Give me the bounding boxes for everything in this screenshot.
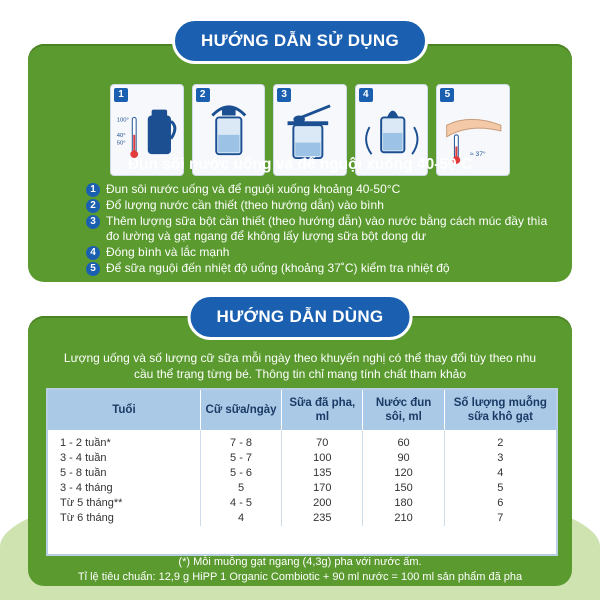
instruction-text: Đun sôi nước uống và để nguội xuống khoảng 40-50°C [106,182,401,196]
header-boiled-water: Nước đun sôi, ml [363,390,444,430]
table-cell: 5 [497,482,504,494]
instruction-item [86,198,556,213]
table-cell: Từ 6 tháng [48,511,200,526]
step-number-3: 3 [277,88,291,102]
kettle-label-40: 40° [116,132,126,139]
table-cell: 235 [282,511,363,526]
header-prepared-milk: Sữa đã pha, ml [282,390,363,430]
step-number-1: 1 [114,88,128,102]
instruction-text: Thêm lượng sữa bột cần thiết (theo hướng dẫn) vào nước bằng cách múc đầy thìa đo lường và gạt ngang để không lấy lượng sữa bột dong dư [106,214,548,243]
instruction-list [86,182,556,277]
usage-instructions-title: HƯỚNG DẪN SỬ DỤNG [172,18,428,64]
table-cell: 100 [282,451,363,466]
usage-instructions-panel [28,31,572,282]
instruction-item [86,182,556,197]
table-cell: 150 [363,481,444,496]
table-cell: 180 [363,496,444,511]
feeding-guide-title: HƯỚNG DẪN DÙNG [188,294,413,340]
instruction-text: Đổ lượng nước cần thiết (theo hướng dẫn) vào bình [106,198,384,212]
table-row [48,466,556,481]
header-age: Tuổi [48,390,200,430]
table-cell: 4 [200,511,281,526]
instruction-text: Để sữa nguội đến nhiệt độ uống (khoảng 37˚C) kiểm tra nhiệt độ [106,261,450,275]
table-cell: 2 [497,437,504,449]
instruction-number: 2 [86,199,100,213]
instruction-item [86,245,556,260]
table-row [48,481,556,496]
kettle-label-50: 50° [116,140,126,147]
feeding-table-container [46,388,558,556]
preparation-headline: Đun sôi nước uống và để nguội xuống 40-50 C [127,156,473,173]
step-number-4: 4 [359,88,373,102]
table-cell: 135 [282,466,363,481]
instruction-item [86,261,556,276]
table-cell: 4 [497,467,504,479]
table-cell: 1 - 2 tuần* [48,430,200,451]
instruction-text: Đóng bình và lắc mạnh [106,245,230,259]
table-cell: 200 [282,496,363,511]
table-cell: Từ 5 tháng** [48,496,200,511]
instruction-number: 5 [86,262,100,276]
instruction-number: 4 [86,246,100,260]
table-cell: 7 [497,512,504,524]
header-feeds-per-day: Cữ sữa/ngày [200,390,281,430]
table-cell: 7 - 8 [200,430,281,451]
table-cell: 120 [363,466,444,481]
table-row [48,430,556,451]
table-cell: 5 - 6 [200,466,281,481]
table-cell: 5 [200,481,281,496]
table-cell: 5 - 8 tuần [48,466,200,481]
table-row [48,511,556,526]
feeding-table [48,390,556,526]
feeding-guide-panel [28,307,572,586]
standard-ratio-note: Tỉ lệ tiêu chuẩn: 12,9 g HiPP 1 Organic Combiotic + 90 ml nước = 100 ml sản phẩm đã pha [77,571,523,583]
table-cell: 5 - 7 [200,451,281,466]
table-cell: 90 [363,451,444,466]
table-cell: 3 - 4 tháng [48,481,200,496]
table-cell: 60 [363,430,444,451]
instruction-number: 1 [86,183,100,197]
instruction-number: 3 [86,215,100,229]
table-cell: 4 - 5 [200,496,281,511]
table-cell: 70 [282,430,363,451]
table-cell: 3 [497,452,504,464]
scoop-footnote: (*) Mỗi muỗng gạt ngang (4,3g) pha với nước ấm. [178,556,422,568]
table-row [48,451,556,466]
wrist-temperature-label: ≈ 37° [470,151,487,159]
kettle-label-100: 100° [116,117,129,124]
feeding-guide-intro: Lượng uống và số lượng cữ sữa mỗi ngày theo khuyến nghị có thể thay đổi tùy theo nhu cầu thể trạng từng bé. Thông tin chỉ mang tính chất tham khảo [63,351,537,381]
table-header-row [48,390,556,430]
table-cell: 210 [363,511,444,526]
step-number-5: 5 [440,88,454,102]
table-cell: 3 - 4 tuần [48,451,200,466]
table-row [48,496,556,511]
instruction-item [86,214,556,244]
step-number-2: 2 [196,88,210,102]
table-cell: 170 [282,481,363,496]
table-cell: 6 [497,497,504,509]
header-scoops: Số lượng muỗng sữa khô gạt [444,390,556,430]
